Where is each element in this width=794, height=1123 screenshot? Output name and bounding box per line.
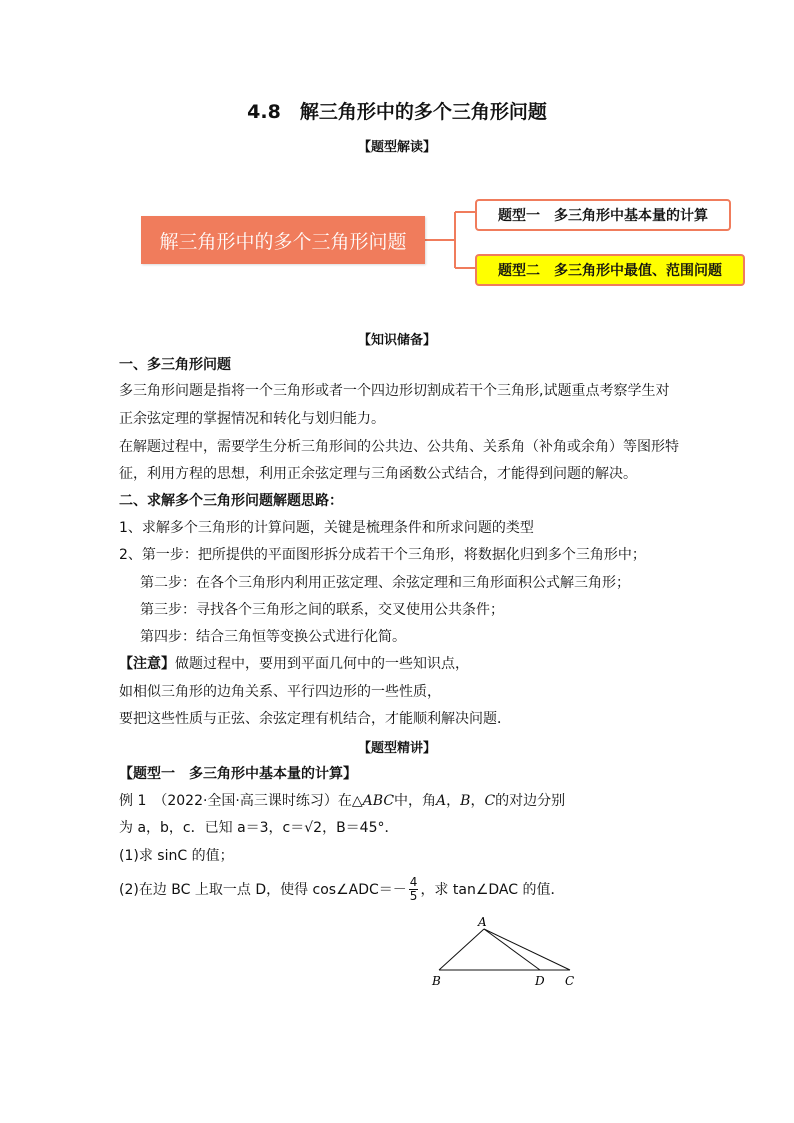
sec2-step4: 第三步：寻找各个三角形之间的联系，交叉使用公共条件； (140, 602, 504, 618)
vertex-label-a: A (478, 915, 487, 929)
edge-ab (439, 929, 484, 970)
note-text: 做题过程中，要用到平面几何中的一些知识点， (175, 656, 469, 672)
triangle-figure (425, 912, 585, 992)
example-line2: 为 a，b，c．已知 a＝3，c＝√2，B＝45°． (119, 820, 399, 836)
example-q2 (119, 876, 564, 903)
sec1-p1-l2: 正余弦定理的掌握情况和转化与划归能力。 (119, 411, 385, 427)
q2-text-end: ，求 tan∠DAC 的值． (420, 881, 565, 898)
edge-ad (484, 929, 540, 970)
fraction-denominator: 5 (409, 889, 418, 903)
sec2-heading: 二、求解多个三角形问题解题思路： (119, 493, 343, 509)
sec2-note-l1 (119, 654, 469, 674)
mindmap-type1: 题型一 多三角形中基本量的计算 (475, 199, 731, 231)
example-text: 的对边分别 (495, 793, 566, 809)
fraction (409, 876, 419, 903)
type1-heading: 【题型一 多三角形中基本量的计算】 (119, 766, 357, 782)
sep: ， (470, 793, 485, 809)
vertex-label-d: D (535, 974, 545, 988)
vertex-label-b: B (432, 974, 441, 988)
sec2-step1: 1、求解多个三角形的计算问题，关键是梳理条件和所求问题的类型 (119, 520, 534, 536)
sec1-p1-l1: 多三角形问题是指将一个三角形或者一个四边形切割成若干个三角形,试题重点考察学生对 (119, 383, 670, 399)
sep: ， (446, 793, 461, 809)
sec2-step2: 2、第一步：把所提供的平面图形拆分成若干个三角形，将数据化归到多个三角形中； (119, 547, 646, 563)
page-title: 4.8 解三角形中的多个三角形问题 (247, 101, 547, 123)
q2-text: (2)在边 BC 上取一点 D，使得 cos∠ADC＝－ (119, 881, 407, 898)
tag-reading: 【题型解读】 (357, 140, 436, 155)
note-label: 【注意】 (119, 656, 175, 672)
example-q1: (1)求 sinC 的值； (119, 848, 234, 864)
sec2-step5: 第四步：结合三角恒等变换公式进行化简。 (140, 629, 406, 645)
sec1-heading: 一、多三角形问题 (119, 357, 231, 373)
mindmap-type2: 题型二 多三角形中最值、范围问题 (475, 254, 745, 286)
vertex-label-c: C (565, 974, 575, 988)
example-line1 (119, 791, 565, 811)
sec2-note-l3: 要把这些性质与正弦、余弦定理有机结合，才能顺利解决问题． (119, 711, 511, 727)
edge-ac (484, 929, 570, 970)
angle-b: B (460, 793, 471, 809)
example-text: 中，角 (394, 793, 437, 809)
tag-lecture: 【题型精讲】 (357, 741, 436, 756)
tag-knowledge: 【知识储备】 (357, 333, 436, 348)
triangle-name: ABC (362, 793, 395, 809)
sec1-p2-l1: 在解题过程中，需要学生分析三角形间的公共边、公共角、关系角（补角或余角）等图形特 (119, 439, 679, 455)
angle-c: C (484, 793, 496, 809)
angle-a: A (436, 793, 447, 809)
fraction-numerator: 4 (409, 875, 418, 889)
mindmap-center: 解三角形中的多个三角形问题 (141, 216, 425, 264)
sec2-note-l2: 如相似三角形的边角关系、平行四边形的一些性质， (119, 684, 441, 700)
example-intro: 例 1 （2022·全国·高三课时练习）在△ (119, 793, 363, 809)
sec1-p2-l2: 征，利用方程的思想，利用正余弦定理与三角函数公式结合，才能得到问题的解决。 (119, 466, 637, 482)
sec2-step3: 第二步：在各个三角形内利用正弦定理、余弦定理和三角形面积公式解三角形； (140, 575, 630, 591)
